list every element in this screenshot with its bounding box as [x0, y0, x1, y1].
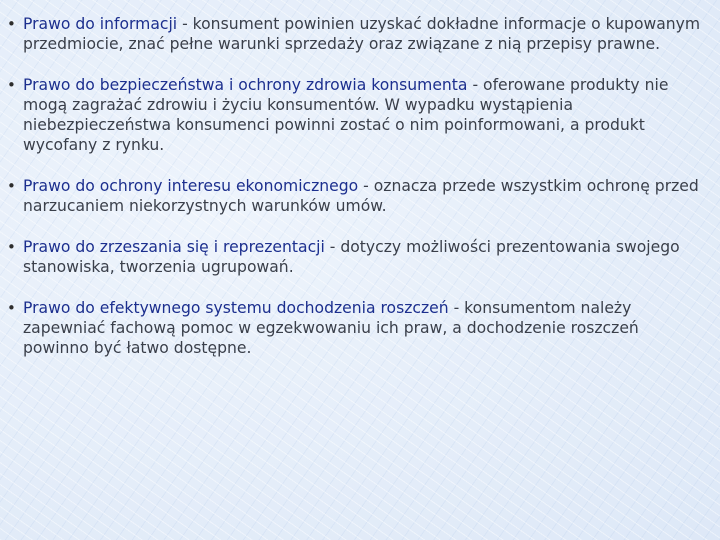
bullet-item-association-right [6, 237, 706, 277]
bullet-marker: • [7, 76, 16, 94]
bullet-term: Prawo do efektywnego systemu dochodzenia roszczeń [23, 299, 449, 317]
bullet-item-economic-interest-right [6, 176, 706, 216]
bullet-term: Prawo do zrzeszania się i reprezentacji [23, 238, 325, 256]
bullet-description: - konsument powinien uzyskać dokładne informacje o kupowanym przedmiocie, znać pełne warunki sprzedaży oraz związane z nią przepisy prawne. [23, 15, 701, 53]
bullet-marker: • [7, 177, 16, 195]
bullet-marker: • [7, 238, 16, 256]
bullet-description: - konsumentom należy zapewniać fachową pomoc w egzekwowaniu ich praw, a dochodzenie roszczeń powinno być łatwo dostępne. [23, 299, 639, 357]
bullet-term: Prawo do informacji [23, 15, 178, 33]
bullet-term: Prawo do bezpieczeństwa i ochrony zdrowia konsumenta [23, 76, 468, 94]
bullet-term: Prawo do ochrony interesu ekonomicznego [23, 177, 359, 195]
bullet-description: - oznacza przede wszystkim ochronę przed narzucaniem niekorzystnych warunków umów. [23, 177, 699, 215]
bullet-marker: • [7, 15, 16, 33]
bullet-item-information-right [6, 14, 706, 54]
bullet-list [6, 14, 706, 379]
bullet-description: - dotyczy możliwości prezentowania swojego stanowiska, tworzenia ugrupowań. [23, 238, 680, 276]
bullet-description: - oferowane produkty nie mogą zagrażać zdrowiu i życiu konsumentów. W wypadku wystąpienia niebezpieczeństwa konsumenci powinni zostać o nim poinformowani, a produkt wycofany z rynku. [23, 76, 669, 154]
bullet-marker: • [7, 299, 16, 317]
bullet-item-safety-right [6, 75, 706, 155]
bullet-item-claims-right [6, 298, 706, 358]
